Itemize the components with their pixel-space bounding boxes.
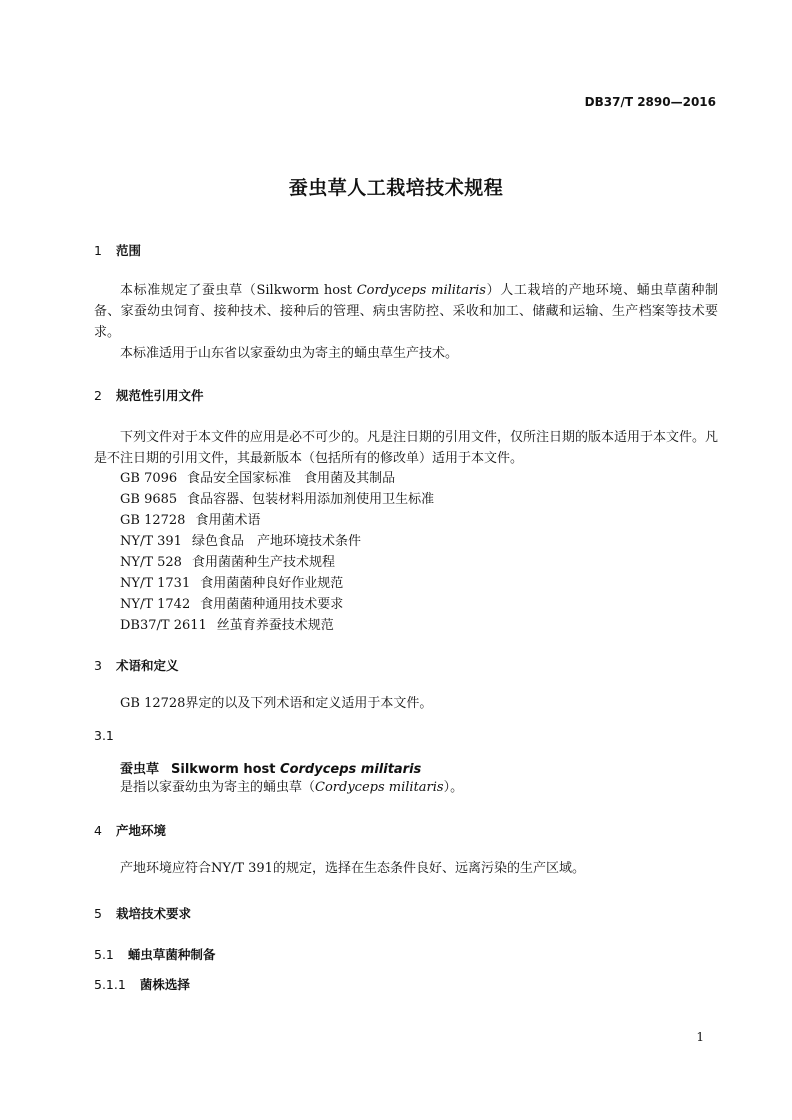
page-title: 蚕虫草人工栽培技术规程 bbox=[288, 177, 504, 199]
reference-code: NY/T 1742 bbox=[120, 597, 191, 612]
section-title: 产地环境 bbox=[115, 823, 166, 838]
reference-code: GB 9685 bbox=[120, 492, 178, 507]
reference-title: 食品容器、包装材料用添加剂使用卫生标准 bbox=[187, 492, 435, 507]
section-title: 范围 bbox=[115, 243, 141, 258]
section-title: 栽培技术要求 bbox=[115, 906, 191, 921]
section-number: 3 bbox=[94, 658, 102, 673]
section-number: 5 bbox=[94, 906, 102, 921]
page-number: 1 bbox=[696, 1030, 704, 1044]
section-number: 5.1.1 bbox=[94, 977, 126, 992]
term-entry bbox=[120, 758, 421, 777]
section-number: 5.1 bbox=[94, 947, 114, 962]
reference-item bbox=[120, 509, 260, 528]
normative-intro: 下列文件对于本文件的应用是必不可少的。凡是注日期的引用文件，仅所注日期的版本适用于本文件。凡是不注日期的引用文件，其最新版本（包括所有的修改单）适用于本文件。 bbox=[94, 430, 719, 466]
reference-code: NY/T 528 bbox=[120, 555, 182, 570]
reference-code: GB 12728 bbox=[120, 513, 186, 528]
reference-item bbox=[120, 467, 395, 486]
reference-item bbox=[120, 614, 334, 633]
section-number: 1 bbox=[94, 243, 102, 258]
reference-title: 食用菌菌种良好作业规范 bbox=[200, 576, 344, 591]
latin-name: Cordyceps militaris bbox=[356, 283, 486, 298]
section-title: 菌株选择 bbox=[139, 977, 190, 992]
reference-code: NY/T 391 bbox=[120, 534, 182, 549]
section-5-heading bbox=[94, 904, 191, 922]
section-title: 规范性引用文件 bbox=[115, 388, 204, 403]
reference-item bbox=[120, 593, 343, 612]
section-3-heading bbox=[94, 656, 178, 674]
reference-item bbox=[120, 530, 361, 549]
subsection-5-1-1-heading bbox=[94, 975, 190, 993]
section-2-heading bbox=[94, 386, 203, 404]
reference-title: 食用菌菌种生产技术规程 bbox=[191, 555, 335, 570]
subsection-5-1-heading bbox=[94, 945, 215, 963]
document-id: DB37/T 2890—2016 bbox=[584, 95, 716, 109]
term-definition: 是指以家蚕幼虫为寄主的蛹虫草（Cordyceps militaris）。 bbox=[120, 780, 464, 795]
reference-code: GB 7096 bbox=[120, 471, 178, 486]
term-english: Silkworm host Cordyceps militaris bbox=[171, 762, 422, 777]
terms-intro: GB 12728界定的以及下列术语和定义适用于本文件。 bbox=[120, 696, 433, 711]
section-1-heading bbox=[94, 241, 141, 259]
term-chinese: 蚕虫草 bbox=[120, 762, 160, 777]
latin-name: Cordyceps militaris bbox=[315, 780, 444, 795]
environment-paragraph: 产地环境应符合NY/T 391的规定，选择在生态条件良好、远离污染的生产区域。 bbox=[120, 861, 585, 876]
reference-code: DB37/T 2611 bbox=[120, 618, 207, 633]
scope-paragraph-2: 本标准适用于山东省以家蚕幼虫为寄主的蛹虫草生产技术。 bbox=[120, 346, 459, 361]
section-title: 蛹虫草菌种制备 bbox=[127, 947, 216, 962]
reference-item bbox=[120, 572, 343, 591]
reference-title: 绿色食品 产地环境技术条件 bbox=[191, 534, 361, 549]
reference-title: 食用菌菌种通用技术要求 bbox=[200, 597, 344, 612]
reference-code: NY/T 1731 bbox=[120, 576, 191, 591]
section-4-heading bbox=[94, 821, 166, 839]
reference-item bbox=[120, 488, 434, 507]
section-number: 4 bbox=[94, 823, 102, 838]
scope-paragraph-1: 本标准规定了蚕虫草（Silkworm host Cordyceps militaris）人工栽培的产地环境、蛹虫草菌种制备、家蚕幼虫饲育、接种技术、接种后的管理、病虫害防控、采收和加工、储藏和运输、生产档案等技术要求。 bbox=[94, 283, 718, 340]
reference-title: 食用菌术语 bbox=[195, 513, 261, 528]
section-number: 2 bbox=[94, 388, 102, 403]
section-number: 3.1 bbox=[94, 728, 114, 743]
reference-title: 食品安全国家标准 食用菌及其制品 bbox=[187, 471, 396, 486]
reference-title: 丝茧育养蚕技术规范 bbox=[216, 618, 334, 633]
subsection-3-1-heading bbox=[94, 728, 128, 743]
reference-item bbox=[120, 551, 335, 570]
section-title: 术语和定义 bbox=[115, 658, 179, 673]
